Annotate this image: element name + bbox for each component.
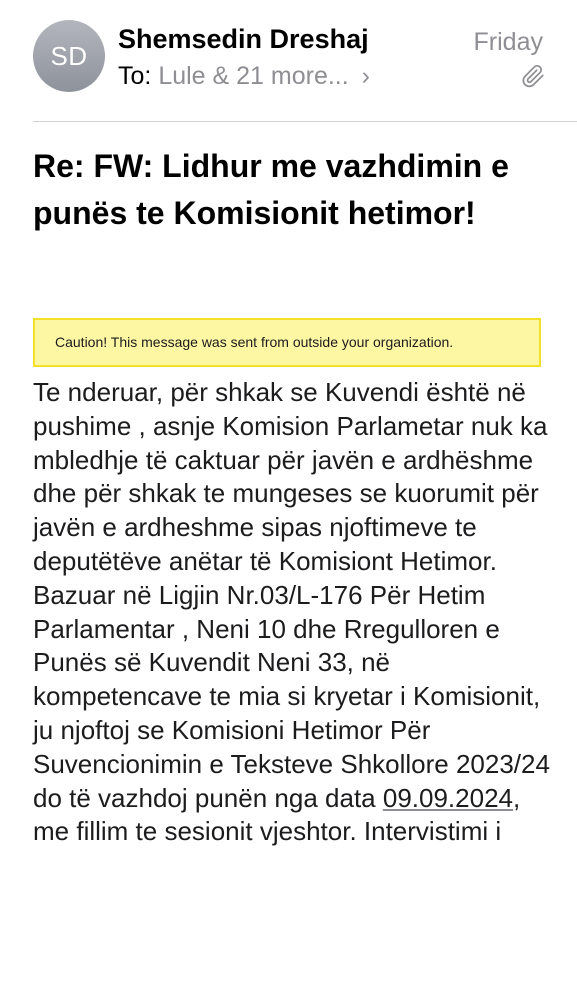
to-label: To: <box>118 62 152 90</box>
caution-text: Caution! This message was sent from outside your organization. <box>55 334 454 350</box>
email-date: Friday <box>473 28 543 56</box>
body-text-end: , me fillim te sesionit vjeshtor. Intervistimi i <box>33 782 521 847</box>
body-text-start: Te nderuar, për shkak se Kuvendi është në pushime , asnje Komision Parlametar nuk ka mbledhje të caktuar për javën e ardhëshme dhe për shkak te mungeses se kuorumit për javën e ardheshme sipas njoftimeve te deputëtëve anëtar të Komisiont Hetimor. Bazuar në Ligjin Nr.03/L-176 Për Hetim Parlamentar , Neni 10 dhe Rregulloren e Punës së Kuvendit Neni 33, në kompetencave te mia si kryetar i Komisionit, ju njoftoj se Komisioni Hetimor Për Suvencionimin e Teksteve Shkollore 2023/24 do të vazhdoj punën nga data <box>33 377 550 813</box>
sender-name[interactable]: Shemsedin Dreshaj <box>118 24 369 54</box>
recipients-list[interactable]: Lule & 21 more... <box>158 62 349 90</box>
date-link[interactable]: 09.09.2024 <box>382 782 513 813</box>
caution-banner <box>33 318 541 367</box>
recipients-row[interactable] <box>118 62 370 91</box>
email-body <box>33 376 558 849</box>
header-divider <box>33 121 577 122</box>
email-subject: Re: FW: Lidhur me vazhdimin e punës te Komisionit hetimor! <box>33 148 509 231</box>
email-header <box>0 0 577 122</box>
chevron-right-icon[interactable]: › <box>361 62 370 90</box>
avatar[interactable]: SD <box>33 20 105 92</box>
paperclip-icon[interactable] <box>520 63 546 89</box>
